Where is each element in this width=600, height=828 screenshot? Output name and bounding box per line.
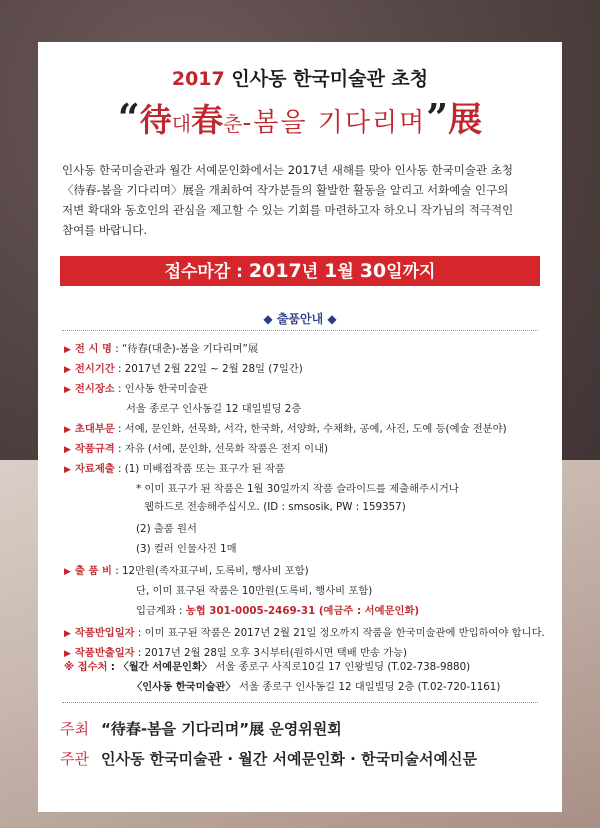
info-value: : 자유 (서예, 문인화, 선묵화 작품은 전지 이내) xyxy=(118,443,329,455)
divider-top xyxy=(62,330,538,331)
arrow-icon: ▶ xyxy=(64,345,71,355)
submit-note: 웹하드로 전송해주십시오. (ID : smsosik, PW : 159357) xyxy=(144,501,406,513)
info-label: 작품반입일자 xyxy=(74,627,135,639)
submit-item: (3) 컬러 인물사진 1매 xyxy=(136,543,237,555)
title-hanja-2: 春 xyxy=(191,101,224,139)
arrow-icon: ▶ xyxy=(64,649,71,659)
title-suffix: 展 xyxy=(448,100,483,140)
deadline-day-unit: 일까지 xyxy=(386,262,436,282)
footer-role: 주최 xyxy=(60,720,89,738)
reception-label: ※ 접수처 xyxy=(64,661,108,673)
reception-line-1 xyxy=(64,658,470,673)
info-label: 작품규격 xyxy=(74,443,115,455)
info-label: 자료제출 xyxy=(74,463,115,475)
info-row-period xyxy=(64,360,303,375)
title-korean: -봄을 기다리며 xyxy=(242,108,427,138)
info-label: 전시장소 xyxy=(74,383,115,395)
footer-host xyxy=(60,718,342,739)
info-row-size xyxy=(64,440,328,455)
account-line xyxy=(136,602,419,617)
account-value: 농협 301-0005-2469-31 (예금주 : 서예문인화) xyxy=(185,605,420,617)
arrow-icon: ▶ xyxy=(64,365,71,375)
info-row-venue xyxy=(64,380,208,395)
intro-line: 참여를 바랍니다. xyxy=(62,223,148,237)
info-value: : “待春(대춘)-봄을 기다리며”展 xyxy=(115,343,259,355)
deadline-month: 1 xyxy=(324,260,338,282)
header-subtitle xyxy=(38,64,562,91)
intro-line: 〈待春-봄을 기다리며〉展을 개최하여 작가분들의 활발한 활동을 알리고 서화예술 인구의 xyxy=(62,183,509,197)
poster-card xyxy=(38,42,562,812)
deadline-prefix: 접수마감 : xyxy=(164,262,249,282)
footer-role: 주관 xyxy=(60,750,89,768)
submit-note: * 이미 표구가 된 작품은 1월 30일까지 작품 슬라이드를 제출해주시거나 xyxy=(136,483,459,495)
info-row-exhibition xyxy=(64,340,258,355)
info-label: 전시기간 xyxy=(74,363,115,375)
deadline-day: 30 xyxy=(359,260,387,282)
intro-line: 저변 확대와 동호인의 관심을 제고할 수 있는 기회를 마련하고자 하오니 작가님의 적극적인 xyxy=(62,203,514,217)
intro-line: 인사동 한국미술관과 월간 서예문인화에서는 2017년 새해를 맞아 인사동 한국미술관 초청 xyxy=(62,163,513,177)
arrow-icon: ▶ xyxy=(64,567,71,577)
reception-address: 서울 종로구 사직로10길 17 인왕빌딩 (T.02-738-9880) xyxy=(215,661,471,673)
arrow-icon: ▶ xyxy=(64,445,71,455)
reception-org: : 〈월간 서예문인화〉 xyxy=(110,661,213,673)
info-value: : 서예, 문인화, 선묵화, 서각, 한국화, 서양화, 수채화, 공예, 사진, 도예 등(예술 전분야) xyxy=(118,423,507,435)
deadline-banner xyxy=(60,256,540,286)
fee-note: 단, 이미 표구된 작품은 10만원(도록비, 행사비 포함) xyxy=(136,585,373,597)
info-label: 전 시 명 xyxy=(74,343,112,355)
venue-address: 서울 종로구 인사동길 12 대일빌딩 2층 xyxy=(126,403,302,415)
info-row-return xyxy=(64,644,407,659)
info-value: : 2017년 2월 28일 오후 3시부터(원하시면 택배 반송 가능) xyxy=(137,647,408,659)
arrow-icon: ▶ xyxy=(64,385,71,395)
info-label: 출 품 비 xyxy=(74,565,112,577)
footer-value: 인사동 한국미술관 · 월간 서예문인화 · 한국미술서예신문 xyxy=(100,750,477,768)
divider-bottom xyxy=(62,702,538,703)
deadline-month-unit: 월 xyxy=(337,262,360,282)
header-subtitle-text: 인사동 한국미술관 초청 xyxy=(231,68,429,90)
arrow-icon: ▶ xyxy=(64,629,71,639)
account-prefix: 입금계좌 : xyxy=(136,605,186,617)
info-value: : 이미 표구된 작품은 2017년 2월 21일 정오까지 작품을 한국미술관에 반입하여야 합니다. xyxy=(137,627,545,639)
title-open-quote: “ xyxy=(117,95,140,140)
arrow-icon: ▶ xyxy=(64,465,71,475)
title-sound-2: 춘 xyxy=(223,112,243,136)
info-value: : (1) 미배접작품 또는 표구가 된 작품 xyxy=(118,463,286,475)
deadline-year-unit: 년 xyxy=(301,262,325,282)
title-close-quote: ” xyxy=(426,95,449,140)
footer-organizer xyxy=(60,748,477,769)
footer-value: “待春-봄을 기다리며”展 운영위원회 xyxy=(100,720,342,738)
info-row-fee xyxy=(64,562,309,577)
intro-paragraph xyxy=(62,160,542,240)
title-sound-1: 대 xyxy=(171,112,192,136)
reception-org: 〈인사동 한국미술관〉 xyxy=(132,681,236,693)
submit-item: (2) 출품 원서 xyxy=(136,523,197,535)
header-year: 2017 xyxy=(171,68,225,90)
main-title xyxy=(38,92,562,141)
info-value: : 인사동 한국미술관 xyxy=(118,383,208,395)
reception-line-2 xyxy=(132,678,500,693)
title-hanja-1: 待 xyxy=(139,101,172,139)
info-value: : 2017년 2월 22일 ~ 2월 28일 (7일간) xyxy=(118,363,303,375)
info-row-delivery xyxy=(64,624,545,639)
info-row-submit xyxy=(64,460,285,475)
info-label: 초대부문 xyxy=(74,423,115,435)
info-value: : 12만원(족자표구비, 도록비, 행사비 포함) xyxy=(115,565,309,577)
reception-address: 서울 종로구 인사동길 12 대일빌딩 2층 (T.02-720-1161) xyxy=(239,681,501,693)
arrow-icon: ▶ xyxy=(64,425,71,435)
info-label: 작품반출일자 xyxy=(74,647,135,659)
deadline-year: 2017 xyxy=(248,260,302,282)
info-row-category xyxy=(64,420,507,435)
section-title: ◆ 출품안내 ◆ xyxy=(263,312,337,326)
